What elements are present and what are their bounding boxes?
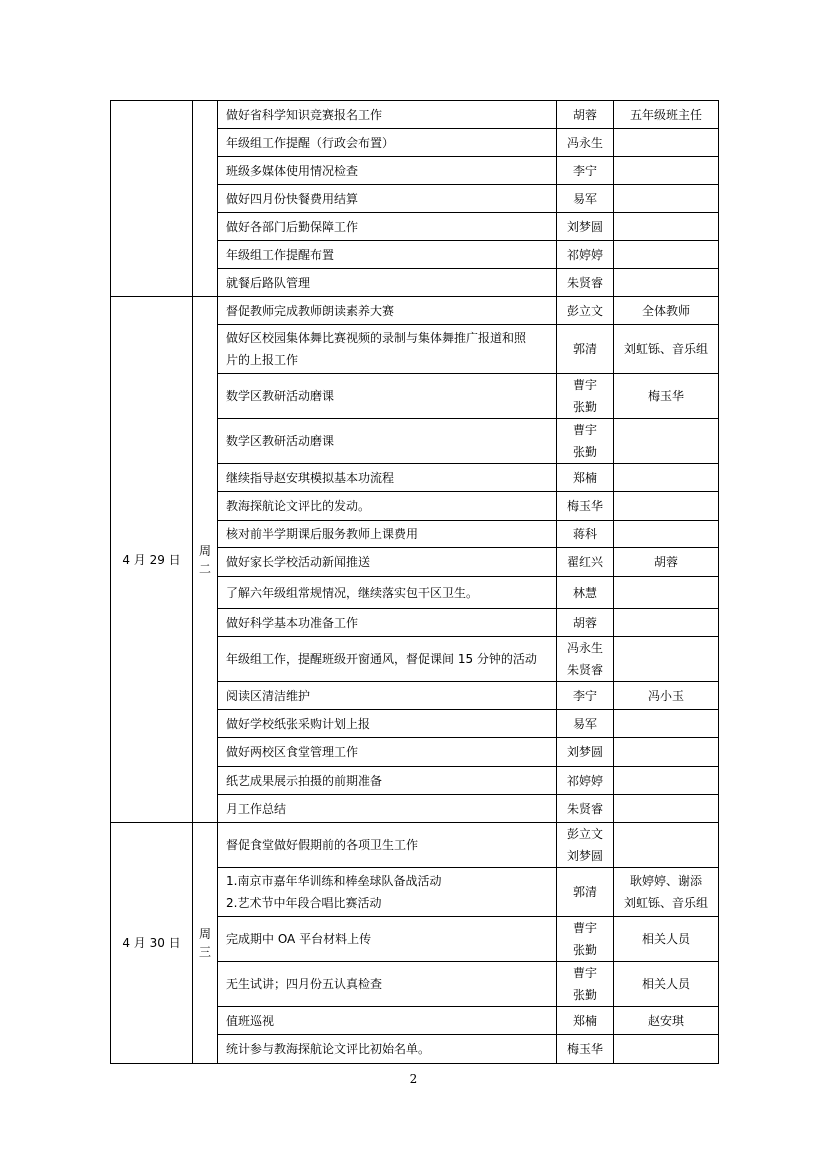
owner-cell bbox=[557, 548, 614, 577]
task-cell bbox=[218, 1007, 557, 1035]
schedule-body bbox=[111, 101, 719, 1064]
owner-cell bbox=[557, 1035, 614, 1064]
cooperator-cell bbox=[614, 682, 719, 710]
task-cell bbox=[218, 325, 557, 374]
owner-cell bbox=[557, 521, 614, 548]
cooperator-cell bbox=[614, 269, 719, 297]
cooperator-cell-line: 耿婷婷、谢添 bbox=[629, 874, 702, 888]
task-cell-line: 纸艺成果展示拍摄的前期准备 bbox=[226, 773, 383, 788]
cooperator-cell-line: 赵安琪 bbox=[647, 1013, 684, 1028]
owner-cell-line: 梅玉华 bbox=[566, 499, 603, 513]
task-cell-line: 月工作总结 bbox=[226, 801, 287, 816]
date-cell: 4 月 30 日 bbox=[111, 823, 193, 1064]
owner-cell-line: 蒋科 bbox=[572, 527, 597, 541]
owner-cell-line: 冯永生 bbox=[566, 641, 603, 655]
cooperator-cell bbox=[614, 464, 719, 492]
task-cell-line: 统计参与教海探航论文评比初始名单。 bbox=[226, 1042, 431, 1056]
owner-cell bbox=[557, 795, 614, 823]
task-cell bbox=[218, 157, 557, 185]
task-cell bbox=[218, 738, 557, 767]
task-cell-line: 做好家长学校活动新闻推送 bbox=[226, 555, 371, 569]
cooperator-cell bbox=[614, 577, 719, 609]
task-cell-line: 做好各部门后勤保障工作 bbox=[226, 219, 359, 234]
owner-cell-line: 曹宇 bbox=[572, 423, 597, 437]
cooperator-cell bbox=[614, 521, 719, 548]
owner-cell bbox=[557, 962, 614, 1007]
cooperator-cell bbox=[614, 548, 719, 577]
cooperator-cell bbox=[614, 185, 719, 213]
task-cell bbox=[218, 101, 557, 129]
task-cell bbox=[218, 241, 557, 269]
task-cell-line: 教海探航论文评比的发动。 bbox=[226, 499, 371, 513]
owner-cell bbox=[557, 241, 614, 269]
task-cell bbox=[218, 767, 557, 795]
task-cell-line: 数学区教研活动磨课 bbox=[226, 389, 335, 403]
date-cell: 4 月 29 日 bbox=[111, 297, 193, 823]
owner-cell-line: 曹宇 bbox=[572, 921, 597, 935]
owner-cell bbox=[557, 297, 614, 325]
weekday-cell bbox=[193, 101, 218, 297]
cooperator-cell-line: 冯小玉 bbox=[647, 688, 684, 703]
task-cell-line: 做好两校区食堂管理工作 bbox=[226, 745, 359, 759]
task-cell bbox=[218, 374, 557, 419]
date-cell bbox=[111, 101, 193, 297]
cooperator-cell-line: 胡蓉 bbox=[653, 555, 678, 569]
cooperator-cell-line: 刘虹铄、音乐组 bbox=[623, 896, 708, 910]
cooperator-cell bbox=[614, 637, 719, 682]
task-cell-line: 继续指导赵安琪模拟基本功流程 bbox=[226, 470, 395, 485]
task-cell-line: 做好省科学知识竞赛报名工作 bbox=[226, 107, 383, 122]
task-cell bbox=[218, 962, 557, 1007]
task-cell bbox=[218, 577, 557, 609]
owner-cell-line: 朱贤睿 bbox=[566, 275, 603, 290]
owner-cell-line: 郭清 bbox=[572, 885, 597, 899]
task-cell-line: 了解六年级组常规情况，继续落实包干区卫生。 bbox=[226, 585, 479, 600]
owner-cell-line: 曹宇 bbox=[572, 966, 597, 980]
owner-cell bbox=[557, 577, 614, 609]
owner-cell-line: 张勤 bbox=[572, 445, 597, 459]
owner-cell-line: 郭清 bbox=[572, 342, 597, 356]
cooperator-cell bbox=[614, 868, 719, 917]
cooperator-cell bbox=[614, 213, 719, 241]
owner-cell bbox=[557, 637, 614, 682]
weekday-cell bbox=[193, 823, 218, 1064]
cooperator-cell bbox=[614, 374, 719, 419]
task-cell-line: 完成期中 OA 平台材料上传 bbox=[226, 932, 372, 946]
cooperator-cell bbox=[614, 962, 719, 1007]
task-cell-line: 做好四月份快餐费用结算 bbox=[226, 191, 359, 206]
task-cell-line: 就餐后路队管理 bbox=[226, 275, 311, 290]
task-cell bbox=[218, 213, 557, 241]
owner-cell-line: 李宁 bbox=[572, 688, 597, 703]
owner-cell-line: 翟红兴 bbox=[566, 555, 603, 569]
cooperator-cell bbox=[614, 1007, 719, 1035]
cooperator-cell bbox=[614, 325, 719, 374]
owner-cell bbox=[557, 823, 614, 868]
task-cell bbox=[218, 185, 557, 213]
owner-cell-line: 梅玉华 bbox=[566, 1042, 603, 1056]
task-cell-line: 数学区教研活动磨课 bbox=[226, 434, 335, 448]
cooperator-cell bbox=[614, 609, 719, 637]
owner-cell bbox=[557, 269, 614, 297]
task-cell bbox=[218, 419, 557, 464]
cooperator-cell bbox=[614, 710, 719, 738]
table-row bbox=[111, 823, 719, 868]
weekday-char: 三 bbox=[198, 945, 211, 959]
task-cell-line: 年级组工作提醒布置 bbox=[226, 247, 335, 262]
owner-cell bbox=[557, 325, 614, 374]
task-cell bbox=[218, 269, 557, 297]
task-cell bbox=[218, 682, 557, 710]
table-row bbox=[111, 297, 719, 325]
task-cell-line: 无生试讲；四月份五认真检查 bbox=[226, 977, 383, 991]
cooperator-cell bbox=[614, 795, 719, 823]
owner-cell-line: 曹宇 bbox=[572, 378, 597, 392]
owner-cell-line: 朱贤睿 bbox=[566, 663, 603, 677]
cooperator-cell bbox=[614, 738, 719, 767]
task-cell bbox=[218, 492, 557, 521]
owner-cell-line: 冯永生 bbox=[566, 135, 603, 150]
owner-cell-line: 祁婷婷 bbox=[566, 247, 603, 262]
owner-cell-line: 易军 bbox=[572, 716, 597, 731]
owner-cell bbox=[557, 492, 614, 521]
owner-cell-line: 李宁 bbox=[572, 163, 597, 178]
task-cell bbox=[218, 1035, 557, 1064]
owner-cell bbox=[557, 868, 614, 917]
schedule-table bbox=[110, 100, 719, 1064]
task-cell bbox=[218, 521, 557, 548]
owner-cell-line: 刘梦圆 bbox=[566, 849, 603, 863]
task-cell-line: 阅读区清洁维护 bbox=[226, 688, 311, 703]
task-cell bbox=[218, 917, 557, 962]
cooperator-cell bbox=[614, 419, 719, 464]
owner-cell bbox=[557, 917, 614, 962]
cooperator-cell-line: 五年级班主任 bbox=[629, 107, 702, 122]
cooperator-cell bbox=[614, 917, 719, 962]
cooperator-cell-line: 刘虹铄、音乐组 bbox=[623, 342, 708, 356]
cooperator-cell bbox=[614, 297, 719, 325]
cooperator-cell-line: 全体教师 bbox=[641, 303, 690, 318]
owner-cell bbox=[557, 419, 614, 464]
owner-cell bbox=[557, 767, 614, 795]
task-cell-line: 做好学校纸张采购计划上报 bbox=[226, 716, 371, 731]
task-cell bbox=[218, 823, 557, 868]
owner-cell bbox=[557, 609, 614, 637]
owner-cell bbox=[557, 157, 614, 185]
owner-cell bbox=[557, 1007, 614, 1035]
task-cell-line: 督促教师完成教师朗读素养大赛 bbox=[226, 303, 395, 318]
weekday-char: 周 bbox=[198, 543, 211, 558]
owner-cell bbox=[557, 374, 614, 419]
owner-cell-line: 郑楠 bbox=[572, 470, 597, 485]
weekday-char: 周 bbox=[198, 927, 211, 941]
owner-cell bbox=[557, 464, 614, 492]
cooperator-cell bbox=[614, 101, 719, 129]
task-cell bbox=[218, 609, 557, 637]
owner-cell-line: 祁婷婷 bbox=[566, 773, 603, 788]
task-cell bbox=[218, 464, 557, 492]
owner-cell-line: 刘梦圆 bbox=[566, 745, 603, 759]
task-cell-line: 做好区校园集体舞比赛视频的录制与集体舞推广报道和照 bbox=[226, 331, 527, 345]
owner-cell-line: 朱贤睿 bbox=[566, 801, 603, 816]
owner-cell bbox=[557, 185, 614, 213]
task-cell-line: 核对前半学期课后服务教师上课费用 bbox=[226, 527, 419, 541]
task-cell-line: 值班巡视 bbox=[226, 1013, 275, 1028]
task-cell-line: 1.南京市嘉年华训练和棒垒球队备战活动 bbox=[226, 874, 442, 888]
task-cell-line: 年级组工作提醒（行政会布置） bbox=[226, 135, 395, 150]
owner-cell-line: 郑楠 bbox=[572, 1013, 597, 1028]
task-cell-line: 督促食堂做好假期前的各项卫生工作 bbox=[226, 838, 419, 852]
owner-cell-line: 张勤 bbox=[572, 943, 597, 957]
owner-cell-line: 胡蓉 bbox=[572, 615, 597, 630]
task-cell bbox=[218, 297, 557, 325]
owner-cell bbox=[557, 129, 614, 157]
task-cell-line: 年级组工作，提醒班级开窗通风，督促课间 15 分钟的活动 bbox=[226, 652, 537, 666]
owner-cell bbox=[557, 213, 614, 241]
task-cell bbox=[218, 637, 557, 682]
owner-cell bbox=[557, 710, 614, 738]
weekday-char: 二 bbox=[198, 561, 211, 576]
task-cell-line: 片的上报工作 bbox=[226, 353, 299, 367]
cooperator-cell-line: 相关人员 bbox=[641, 932, 690, 946]
owner-cell-line: 彭立文 bbox=[566, 827, 603, 841]
schedule-sheet bbox=[110, 100, 718, 1064]
owner-cell bbox=[557, 101, 614, 129]
task-cell bbox=[218, 129, 557, 157]
cooperator-cell bbox=[614, 157, 719, 185]
owner-cell-line: 彭立文 bbox=[566, 303, 603, 318]
task-cell bbox=[218, 710, 557, 738]
owner-cell-line: 胡蓉 bbox=[572, 107, 597, 122]
cooperator-cell bbox=[614, 492, 719, 521]
task-cell bbox=[218, 868, 557, 917]
cooperator-cell bbox=[614, 129, 719, 157]
cooperator-cell bbox=[614, 823, 719, 868]
cooperator-cell-line: 相关人员 bbox=[641, 977, 690, 991]
weekday-cell bbox=[193, 297, 218, 823]
cooperator-cell bbox=[614, 241, 719, 269]
owner-cell bbox=[557, 738, 614, 767]
owner-cell-line: 张勤 bbox=[572, 400, 597, 414]
task-cell-line: 班级多媒体使用情况检查 bbox=[226, 163, 359, 178]
cooperator-cell bbox=[614, 767, 719, 795]
table-row bbox=[111, 101, 719, 129]
task-cell bbox=[218, 548, 557, 577]
task-cell-line: 2.艺术节中年段合唱比赛活动 bbox=[226, 896, 382, 910]
owner-cell bbox=[557, 682, 614, 710]
page-number: 2 bbox=[409, 1072, 418, 1086]
owner-cell-line: 刘梦圆 bbox=[566, 219, 603, 234]
cooperator-cell-line: 梅玉华 bbox=[647, 389, 684, 403]
owner-cell-line: 林慧 bbox=[572, 585, 597, 600]
owner-cell-line: 易军 bbox=[572, 191, 597, 206]
task-cell bbox=[218, 795, 557, 823]
owner-cell-line: 张勤 bbox=[572, 988, 597, 1002]
cooperator-cell bbox=[614, 1035, 719, 1064]
task-cell-line: 做好科学基本功准备工作 bbox=[226, 615, 359, 630]
